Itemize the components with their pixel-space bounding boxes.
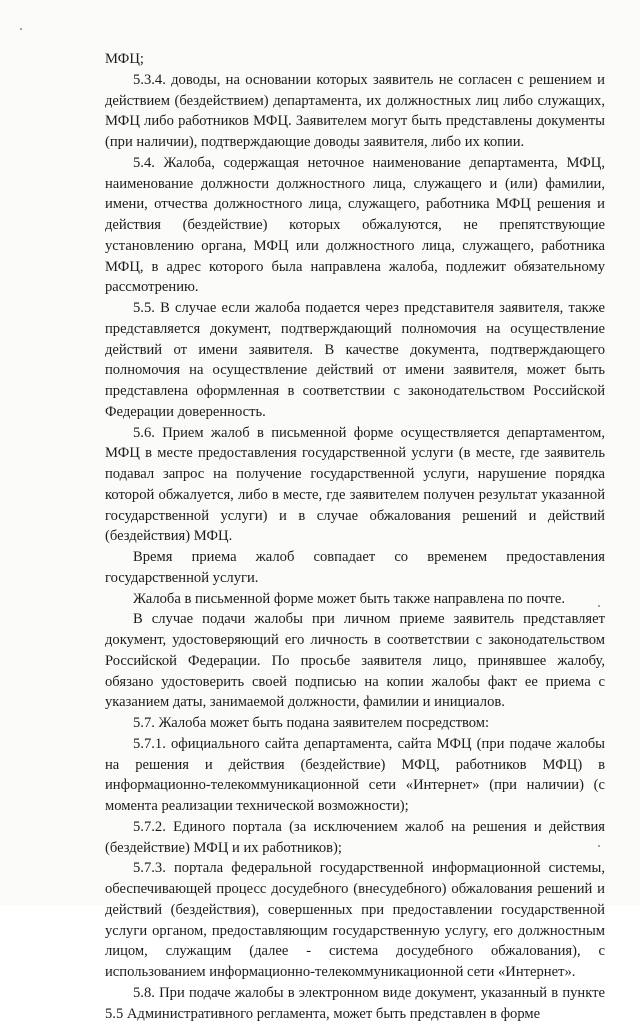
paragraph-5-7-1: 5.7.1. официального сайта департамента, сайта МФЦ (при подаче жалобы на решения и действия (бездействие) МФЦ, работников МФЦ) в информационно-телекоммуникационной сети «Интернет» (при наличии) (с момента реализации технической возможности); [105, 735, 605, 814]
paragraph-reception-time: Время приема жалоб совпадает со временем предоставления государственной услуги. [105, 549, 605, 586]
paragraph-personal-reception: В случае подачи жалобы при личном приеме заявитель представляет документ, удостоверяющий его личность в соответствии с законодательством Российской Федерации. По просьбе заявителя лицо, принявшее жалобу, обязано удостоверить своей подписью на копии жалобы факт ее приема с указанием даты, занимаемой должности, фамилии и инициалов. [105, 611, 605, 711]
paragraph-mfc-end: МФЦ; [105, 51, 144, 67]
paragraph-5-8: 5.8. При подаче жалобы в электронном виде документ, указанный в пункте 5.5 Административного регламента, может быть представлен в форме [105, 984, 605, 1022]
paragraph-5-7: 5.7. Жалоба может быть подана заявителем посредством: [133, 715, 490, 731]
document-body [105, 49, 605, 1024]
paragraph-by-mail: Жалоба в письменной форме может быть также направлена по почте. [133, 590, 566, 607]
scan-speck [598, 605, 600, 607]
scan-speck [20, 28, 22, 30]
paragraph-5-4: 5.4. Жалоба, содержащая неточное наименование департамента, МФЦ, наименование должности должностного лица, служащего и (или) фамилии, имени, отчества должностного лица, служащего, работника МФЦ решения и действия (бездействие) которых обжалуются, не препятствующие установлению органа, МФЦ или должностного лица, служащего, работника МФЦ, в адрес которого была направлена жалоба, подлежит обязательному рассмотрению. [105, 154, 605, 296]
paragraph-5-6: 5.6. Прием жалоб в письменной форме осуществляется департаментом, МФЦ в месте предоставления государственной услуги (в месте, где заявитель подавал запрос на получение государственной услуги, нарушение порядка которой обжалуется, либо в месте, где заявителем получен результат указанной государственной услуги) и в случае обжалования решений и действий (бездействия) МФЦ. [105, 424, 605, 545]
scan-speck [598, 845, 600, 847]
paragraph-5-3-4: 5.3.4. доводы, на основании которых заявитель не согласен с решением и действием (бездействием) департамента, их должностных лиц либо служащих, МФЦ либо работников МФЦ. Заявителем могут быть представлены документы (при наличии), подтверждающие доводы заявителя, либо их копии. [105, 71, 605, 150]
paragraph-5-5: 5.5. В случае если жалоба подается через представителя заявителя, также представляется документ, подтверждающий полномочия на осуществление действий от имени заявителя. В качестве документа, подтверждающего полномочия на осуществление действий от имени заявителя, может быть представлена оформленная в соответствии с законодательством Российской Федерации доверенность. [105, 300, 605, 420]
paragraph-5-7-3: 5.7.3. портала федеральной государственной информационной системы, обеспечивающей процесс досудебного (внесудебного) обжалования решений и действий (бездействия), совершенных при предоставлении государственной услуги органом, предоставляющим государственную услугу, его должностным лицом, служащим (далее - система досудебного обжалования), с использованием информационно-телекоммуникационной сети «Интернет». [105, 860, 605, 980]
paragraph-5-7-2: 5.7.2. Единого портала (за исключением жалоб на решения и действия (бездействие) МФЦ и их работников); [105, 818, 605, 856]
